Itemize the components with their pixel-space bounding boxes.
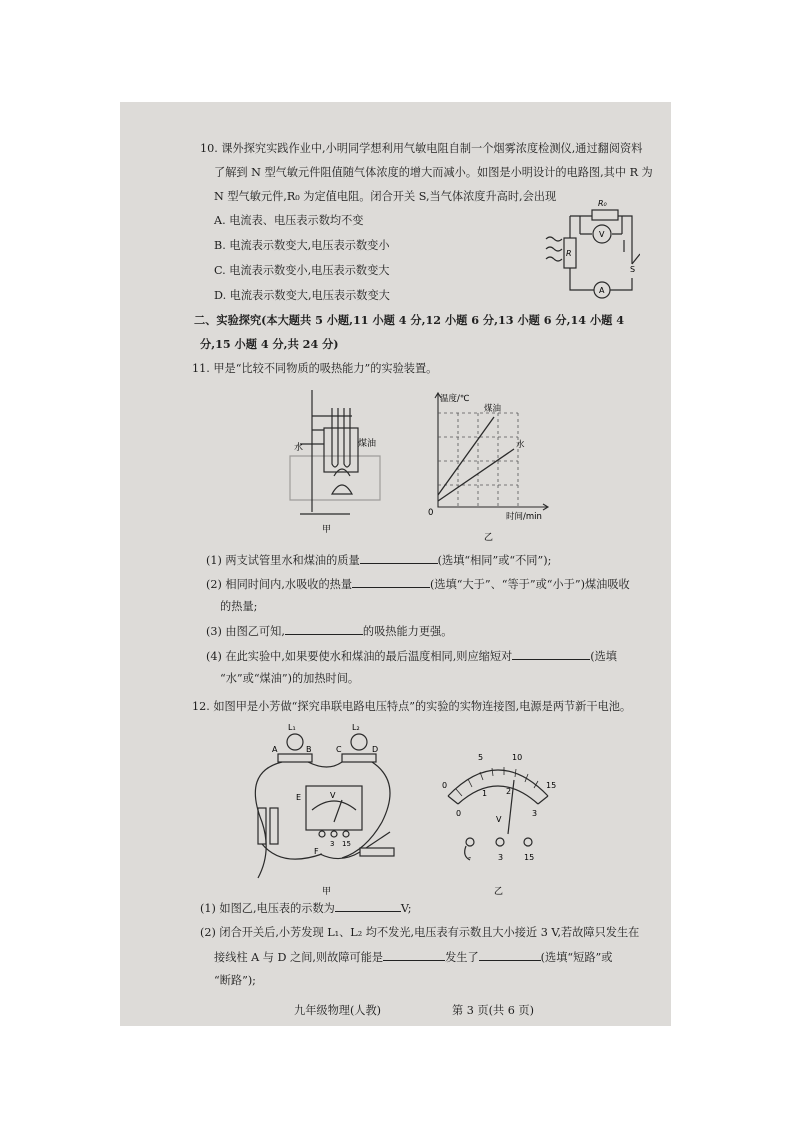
q11-part1-text-b: (选填“相同”或“不同”);	[437, 554, 552, 567]
q12-part1-text-a: (1) 如图乙,电压表的示数为	[200, 902, 335, 915]
q12-part1-answer-blank	[335, 901, 401, 912]
q11-yi-ylabel: 温度/℃	[440, 394, 470, 404]
q12-part2-line1: (2) 闭合开关后,小芳发现 L₁、L₂ 均不发光,电压表有示数且大小接近 3 V,若故障只发生在	[200, 926, 640, 939]
q12-yi-bottom-2: 2	[506, 787, 512, 796]
q12-part2-answer-blank-1	[383, 950, 445, 961]
q11-jia-label-water: 水	[294, 443, 304, 453]
q10-label-s: S	[630, 265, 636, 274]
q12-part2-line3: “断路”);	[214, 974, 256, 987]
q12-circuit-photo-figure	[242, 718, 412, 898]
section2-heading-line2: 分,15 小题 4 分,共 24 分)	[200, 337, 339, 351]
q12-jia-label-15: 15	[342, 840, 351, 848]
q10-line3: N 型气敏元件,R₀ 为定值电阻。闭合开关 S,当气体浓度升高时,会出现	[214, 190, 557, 203]
q11-part4-text-b: (选填	[590, 650, 617, 663]
q10-label-v: V	[599, 230, 605, 239]
q11-jia-label-oil: 煤油	[358, 439, 377, 449]
q11-part4-text-a: (4) 在此实验中,如果要使水和煤油的最后温度相同,则应缩短对	[206, 650, 513, 663]
q10-label-a: A	[599, 286, 605, 295]
q10-option-c: C. 电流表示数变小,电压表示数变大	[214, 264, 390, 277]
q11-yi-caption: 乙	[484, 533, 494, 543]
q12-jia-label-f: F	[314, 847, 319, 856]
q11-part2	[206, 577, 630, 592]
q11-part1-text-a: (1) 两支试管里水和煤油的质量	[206, 554, 360, 567]
footer-subject: 九年级物理(人教)	[294, 1004, 382, 1017]
q11-stem: 11. 甲是“比较不同物质的吸热能力”的实验装置。	[192, 362, 438, 375]
q10-label-r0: R₀	[598, 199, 607, 208]
q12-jia-caption: 甲	[322, 887, 332, 897]
q12-jia-label-3: 3	[330, 840, 335, 848]
q12-yi-label-v: V	[496, 815, 502, 824]
q11-part3	[206, 624, 452, 639]
q12-yi-top-10: 10	[512, 753, 523, 762]
q12-jia-label-e: E	[296, 793, 302, 802]
section2-heading-line1: 二、实验探究(本大题共 5 小题,11 小题 4 分,12 小题 6 分,13 小题 6 分,14 小题 4	[194, 313, 625, 327]
q11-part4	[206, 649, 617, 664]
q12-part2-text-d: (选填“短路”或	[540, 951, 613, 964]
q11-part2-text-b: (选填“大于”、“等于”或“小于”)煤油吸收	[430, 578, 630, 591]
q11-part1-answer-blank	[360, 553, 438, 564]
q12-yi-top-5: 5	[478, 753, 484, 762]
q12-voltmeter-dial-figure	[428, 734, 568, 904]
q12-yi-bottom-0: 0	[456, 809, 462, 818]
q11-part4-answer-blank	[512, 649, 590, 660]
q12-yi-caption: 乙	[494, 887, 504, 897]
q11-part1	[206, 553, 551, 568]
q12-yi-bottom-1: 1	[482, 789, 488, 798]
q11-part2-answer-blank	[352, 577, 430, 588]
q12-jia-label-c: C	[336, 745, 342, 754]
q12-yi-terminal-15: 15	[524, 853, 535, 862]
q12-yi-top-0: 0	[442, 781, 448, 790]
q11-yi-xlabel: 时间/min	[506, 512, 542, 522]
q12-jia-label-d: D	[372, 745, 379, 754]
q11-yi-origin: 0	[428, 508, 434, 518]
q10-line1: 10. 课外探究实践作业中,小明同学想利用气敏电阻自制一个烟雾浓度检测仪,通过翻阅资料	[200, 142, 643, 155]
q12-part1	[200, 901, 412, 916]
q12-part2-text-b: 接线柱 A 与 D 之间,则故障可能是	[214, 951, 384, 964]
q12-jia-label-l2: L₂	[352, 723, 360, 732]
q12-yi-bottom-3: 3	[532, 809, 538, 818]
q11-jia-caption: 甲	[322, 525, 332, 535]
q11-part3-text-a: (3) 由图乙可知,	[206, 625, 285, 638]
q12-part2-answer-blank-2	[479, 950, 541, 961]
q12-yi-top-15: 15	[546, 781, 557, 790]
q11-part3-text-b: 的吸热能力更强。	[362, 625, 453, 638]
q11-part4-cont: “水”或“煤油”)的加热时间。	[220, 672, 360, 685]
q12-part2-line2	[214, 950, 612, 965]
q10-option-d: D. 电流表示数变大,电压表示数变大	[214, 289, 390, 302]
q10-circuit-diagram	[540, 194, 640, 304]
q12-stem: 12. 如图甲是小芳做“探究串联电路电压特点”的实验的实物连接图,电源是两节新干电池。	[192, 700, 632, 713]
q12-part2-text-c: 发生了	[445, 951, 479, 964]
q12-part1-text-b: V;	[400, 902, 412, 915]
q10-label-r: R	[566, 249, 572, 258]
exam-page	[120, 102, 671, 1026]
q11-apparatus-figure	[280, 384, 400, 544]
q11-temperature-graph	[428, 387, 568, 547]
q11-part3-answer-blank	[285, 624, 363, 635]
q12-jia-label-v: V	[330, 791, 336, 800]
q10-line2: 了解到 N 型气敏元件阻值随气体浓度的增大而减小。如图是小明设计的电路图,其中 R 为	[214, 166, 653, 179]
q10-option-b: B. 电流表示数变大,电压表示数变小	[214, 239, 390, 252]
footer-page-number: 第 3 页(共 6 页)	[452, 1004, 534, 1017]
q11-yi-label-oil: 煤油	[484, 404, 502, 414]
q11-part2-cont: 的热量;	[220, 600, 258, 613]
q12-yi-terminal-3: 3	[498, 853, 504, 862]
q12-jia-label-a: A	[272, 745, 278, 754]
q12-jia-label-b: B	[306, 745, 312, 754]
q12-yi-terminal-minus: -	[468, 853, 472, 863]
q11-part2-text-a: (2) 相同时间内,水吸收的热量	[206, 578, 353, 591]
q10-option-a: A. 电流表、电压表示数均不变	[214, 214, 364, 227]
q12-jia-label-l1: L₁	[288, 723, 296, 732]
q11-yi-label-water: 水	[516, 440, 525, 450]
